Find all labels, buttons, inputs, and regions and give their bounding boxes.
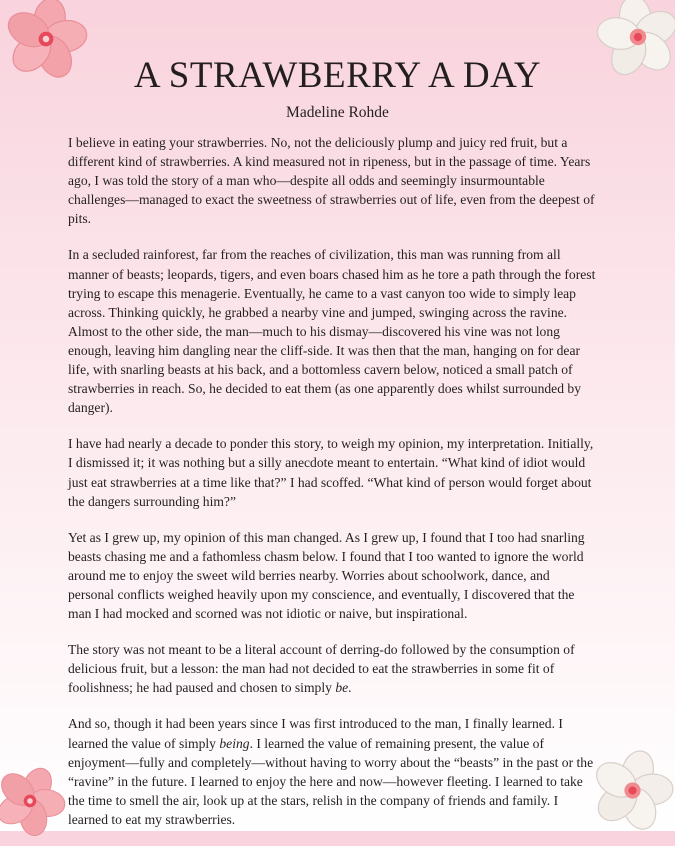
- paragraph-5-end: .: [348, 680, 352, 696]
- paragraph-5-emphasis: be: [335, 680, 349, 696]
- paragraph-6-end: . I learned the value of remaining present, the value of enjoyment—fully and completely—without having to worry about the “beasts” in the past or the “ravine” in the future. I learned to enjoy the here and now—however fleeting. I learned to take the time to smell the air, look up at the stars, relish in the company of friends and family. I learned to eat my strawberries.: [68, 735, 594, 827]
- paragraph-6: [68, 714, 596, 829]
- paragraph-2: In a secluded rainforest, far from the reaches of civilization, this man was running from all manner of beasts; leopards, tigers, and even boars chased him as he tore a path through the forest trying to escape this menagerie. Eventually, he came to a vast canyon too wide to simply leap across. Thinking quickly, he grabbed a nearby vine and jumped, swinging across the ravine. Almost to the other side, the man—much to his dismay—discovered his vine was not long enough, leaving him dangling near the cliff-side. It was then that the man, hanging on for dear life, with snarling beasts at his back, and a bottomless cavern below, noticed a small patch of strawberries in reach. So, he decided to eat them (as one apparently does whilst surrounded by danger).: [68, 247, 596, 416]
- paragraph-5: [68, 640, 596, 697]
- paragraph-4: Yet as I grew up, my opinion of this man changed. As I grew up, I found that I too had snarling beasts chasing me and a fathomless chasm below. I found that I too wanted to ignore the world around me to enjoy the sweet wild berries nearby. Worries about schoolwork, dance, and personal conflicts weighed heavily upon my conscience, and eventually, I discovered that the man I had mocked and scorned was not idiotic or naive, but inspirational.: [68, 529, 585, 622]
- page-title: A STRAWBERRY A DAY: [133, 55, 542, 96]
- paragraph-5-text: The story was not meant to be a literal account of derring-do followed by the consumption of delicious fruit, but a lesson: the man had not decided to eat the strawberries in some fit of foolishness; he had paused and chosen to simply: [68, 642, 575, 696]
- author-name: Madeline Rohde: [286, 104, 389, 121]
- white-flower-icon: [590, 750, 675, 831]
- pink-flower-icon: [0, 766, 66, 836]
- paragraph-1: I believe in eating your strawberries. No, not the deliciously plump and juicy red fruit, but a different kind of strawberries. A kind measured not in ripeness, but in the passage of time. Years ago, I was told the story of a man who—despite all odds and seemingly insurmountable challenges—managed to exact the sweetness of strawberries out of life, even from the deepest of pits.: [68, 135, 595, 227]
- paragraph-6-text: And so, though it had been years since I was first introduced to the man, I finally learned. I learned the value of simply: [68, 716, 563, 751]
- essay-body: [68, 133, 596, 846]
- paragraph-6-emphasis: being: [219, 735, 250, 751]
- paragraph-3: I have had nearly a decade to ponder this story, to weigh my opinion, my interpretation. Initially, I dismissed it; it was nothing but a silly anecdote meant to entertain. “What kind of idiot would just eat strawberries at a time like that?” I had scoffed. “What kind of person would forget about the dangers surrounding him?”: [68, 436, 594, 509]
